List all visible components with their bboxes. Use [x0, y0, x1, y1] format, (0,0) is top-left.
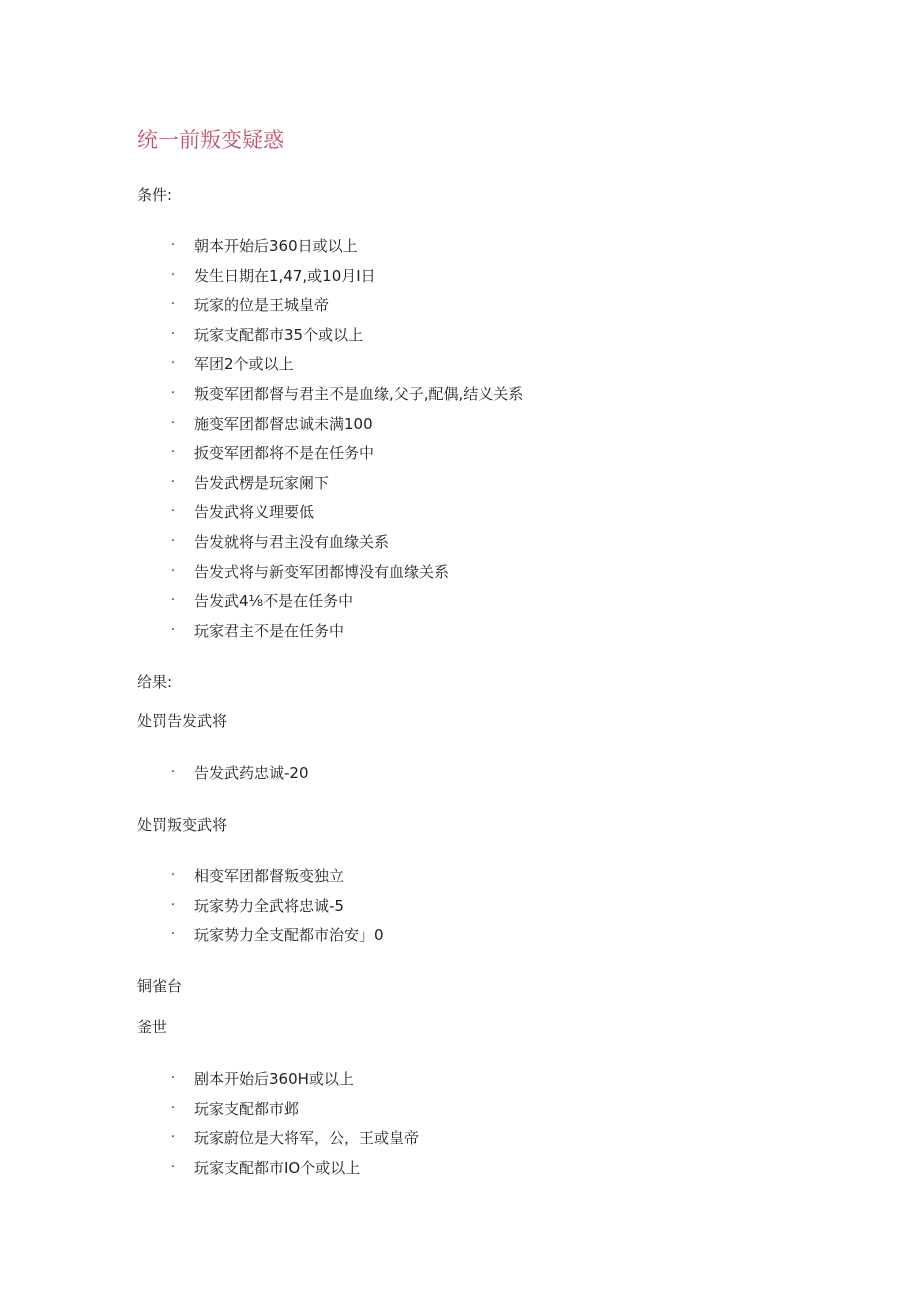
bullet-icon: · — [170, 474, 176, 490]
results-label: 给果: — [137, 673, 173, 691]
page-title: 统一前叛变疑惑 — [137, 128, 284, 152]
section-heading: 铜雀台 — [137, 977, 183, 995]
bullet-icon: · — [170, 356, 176, 372]
bullet-icon: · — [170, 238, 176, 253]
bullet-icon: · — [170, 897, 176, 913]
bullet-icon: · — [170, 415, 176, 431]
bullet-icon: · — [170, 504, 176, 520]
bullet-icon: · — [170, 622, 176, 638]
bullet-icon: · — [170, 563, 176, 579]
bullet-icon: · — [170, 1159, 176, 1175]
bullet-icon: · — [170, 868, 176, 883]
bullet-icon: · — [170, 1130, 176, 1146]
bullet-icon: · — [170, 1071, 176, 1086]
bullet-icon: · — [170, 927, 176, 943]
bullet-icon: · — [170, 326, 176, 342]
bullet-icon: · — [170, 533, 176, 549]
bullet-icon: · — [170, 267, 176, 283]
bullet-icon: · — [170, 445, 176, 461]
document-page: 统一前叛变疑惑 条件: · 朝本开始后360日或以上 · 发生日期在1,47,或10月I日 · 玩家的位是王城皇帝 · 玩家支配都市35个或以上 · 军团2个或以上 · 叛变军团都督与君主不是血缘,父子,配偶,结义关系 · 施变军团都督忠诚未满100 · 扳变军团都将不是在任务中 · 告发武楞是玩家阑下 · 告发武将义理要低 · 告发就将与君主没有血缘关系 · 告发式将与新变军团都博没有血缘关系 · 告发武4⅛不是在任务中 · 玩家君主不是在任务中 给果: 处罚告发武将 · 告发武药忠诚-20 处罚叛变武将 · 相变军团都督叛变独立 · 玩家势力全武将忠诚-5 · 玩家势力全支配都市治安」0 铜雀台 釜世 · 剧本开始后360H或以上 · 玩家支配都市邺 · 玩家蔚位是大将军，公，王或皇帝 · 玩家支配都市IO个或以上 — [0, 0, 920, 1301]
bullet-icon: · — [170, 385, 176, 401]
bullet-icon: · — [170, 297, 176, 313]
section-heading: 处罚告发武将 — [137, 712, 228, 730]
bullet-icon: · — [170, 765, 176, 780]
section-heading: 处罚叛变武将 — [137, 816, 228, 834]
conditions-label: 条件: — [137, 186, 173, 204]
bullet-icon: · — [170, 593, 176, 609]
bullet-icon: · — [170, 1100, 176, 1116]
section-heading: 釜世 — [137, 1018, 168, 1036]
